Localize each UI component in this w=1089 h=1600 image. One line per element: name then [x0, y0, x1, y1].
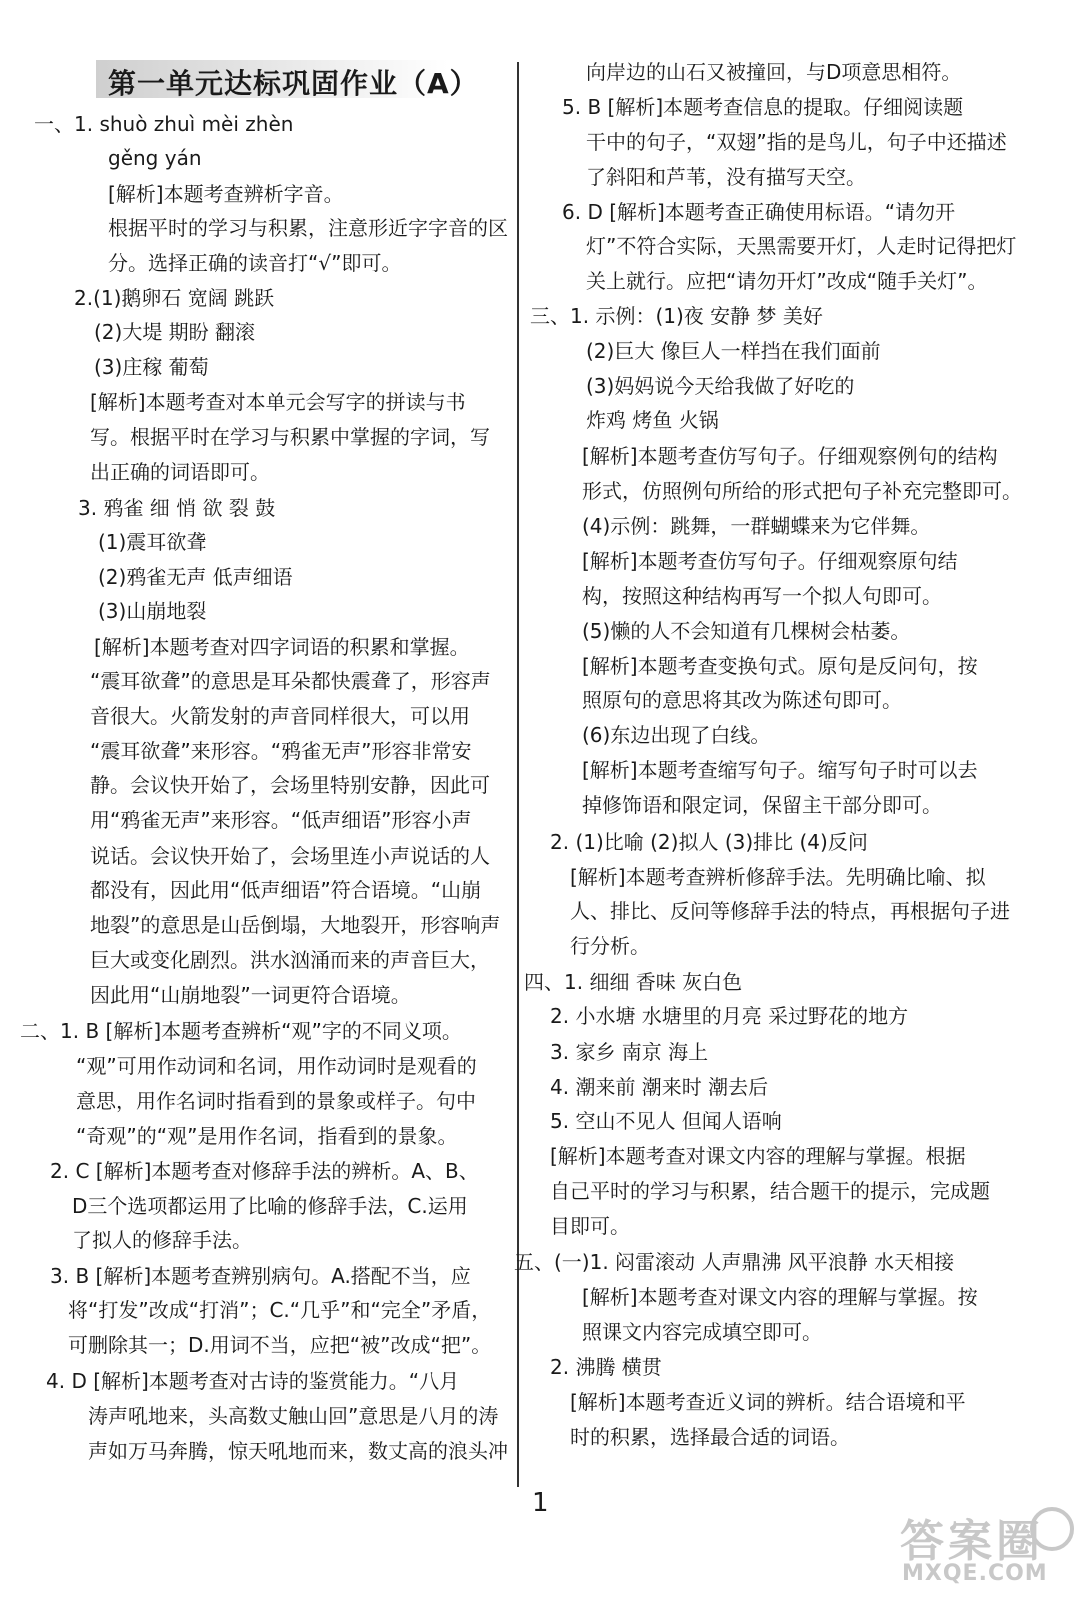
left-text-line: “奇观”的“观”是用作名词，指看到的景象。 — [76, 1124, 458, 1148]
left-text-line: D三个选项都运用了比喻的修辞手法，C.运用 — [72, 1194, 468, 1218]
right-text-line: 人、排比、反问等修辞手法的特点，再根据句子进 — [570, 899, 1010, 923]
right-text-line: (2)巨大 像巨人一样挡在我们面前 — [586, 339, 881, 363]
left-text-line: (2)大堤 期盼 翻滚 — [94, 320, 256, 344]
right-text-line: 掉修饰语和限定词，保留主干部分即可。 — [582, 793, 942, 817]
left-text-line: [解析]本题考查辨析字音。 — [108, 182, 344, 206]
right-text-line: 时的积累，选择最合适的词语。 — [570, 1425, 850, 1449]
left-text-line: (3)庄稼 葡萄 — [94, 355, 209, 379]
right-text-line: 干中的句子，“双翅”指的是鸟儿，句子中还描述 — [586, 130, 1007, 154]
right-text-line: 自己平时的学习与积累，结合题干的提示，完成题 — [550, 1179, 990, 1203]
watermark-logo — [900, 1505, 1080, 1595]
right-text-line: 4. 潮来前 潮来时 潮去后 — [550, 1075, 769, 1099]
left-text-line: 说话。会议快开始了，会场里连小声说话的人 — [90, 844, 490, 868]
left-text-line: 2. C [解析]本题考查对修辞手法的辨析。A、B、 — [50, 1159, 479, 1183]
right-text-line: [解析]本题考查辨析修辞手法。先明确比喻、拟 — [570, 865, 986, 889]
right-text-line: 三、1. 示例：(1)夜 安静 梦 美好 — [530, 304, 823, 328]
right-text-line: (3)妈妈说今天给我做了好吃的 — [586, 374, 855, 398]
right-text-line: 形式，仿照例句所给的形式把句子补充完整即可。 — [582, 479, 1022, 503]
left-text-line: 音很大。火箭发射的声音同样很大，可以用 — [90, 704, 470, 728]
right-text-line: [解析]本题考查仿写句子。仔细观察例句的结构 — [582, 444, 998, 468]
right-text-line: (6)东边出现了白线。 — [582, 723, 771, 747]
left-text-line: 因此用“山崩地裂”一词更符合语境。 — [90, 983, 411, 1007]
left-text-line: 分。选择正确的读音打“√”即可。 — [108, 251, 402, 275]
left-text-line: 地裂”的意思是山岳倒塌，大地裂开，形容响声 — [90, 913, 501, 937]
left-text-line: 巨大或变化剧烈。洪水汹涌而来的声音巨大， — [90, 948, 490, 972]
right-text-line: 构，按照这种结构再写一个拟人句即可。 — [582, 584, 942, 608]
page-title: 第一单元达标巩固作业（A） — [108, 67, 479, 100]
left-text-line: [解析]本题考查对本单元会写字的拼读与书 — [90, 390, 466, 414]
right-text-line: 向岸边的山石又被撞回，与D项意思相符。 — [586, 60, 962, 84]
right-text-line: [解析]本题考查近义词的辨析。结合语境和平 — [570, 1390, 966, 1414]
left-text-line: [解析]本题考查对四字词语的积累和掌握。 — [94, 635, 470, 659]
left-text-line: 了拟人的修辞手法。 — [72, 1228, 252, 1252]
right-text-line: 目即可。 — [550, 1214, 630, 1238]
left-text-line: 意思，用作名词时指看到的景象或样子。句中 — [76, 1089, 476, 1113]
right-text-line: 了斜阳和芦苇，没有描写天空。 — [586, 165, 866, 189]
right-text-line: [解析]本题考查变换句式。原句是反问句，按 — [582, 654, 978, 678]
left-text-line: 二、1. B [解析]本题考查辨析“观”字的不同义项。 — [20, 1019, 462, 1043]
left-text-line: (1)震耳欲聋 — [98, 530, 207, 554]
right-text-line: 照课文内容完成填空即可。 — [582, 1320, 822, 1344]
left-text-line: 都没有，因此用“低声细语”符合语境。“山崩 — [90, 878, 482, 902]
left-text-line: 2.(1)鹅卵石 宽阔 跳跃 — [74, 286, 275, 310]
left-text-line: 涛声吼地来，头高数丈触山回”意思是八月的涛 — [88, 1404, 499, 1428]
left-text-line: (2)鸦雀无声 低声细语 — [98, 565, 293, 589]
right-text-line: [解析]本题考查缩写句子。缩写句子时可以去 — [582, 758, 978, 782]
right-text-line: [解析]本题考查仿写句子。仔细观察原句结 — [582, 549, 958, 573]
right-text-line: 关上就行。应把“请勿开灯”改成“随手关灯”。 — [586, 269, 988, 293]
right-text-line: 灯”不符合实际，天黑需要开灯，人走时记得把灯 — [586, 234, 1017, 258]
right-text-line: [解析]本题考查对课文内容的理解与掌握。根据 — [550, 1144, 966, 1168]
left-text-line: 将“打发”改成“打消”；C.“几乎”和“完全”矛盾， — [68, 1298, 492, 1322]
left-text-line: 3. B [解析]本题考查辨别病句。A.搭配不当，应 — [50, 1264, 471, 1288]
left-text-line: 3. 鸦雀 细 悄 欲 裂 鼓 — [78, 496, 276, 520]
left-text-line: 写。根据平时在学习与积累中掌握的字词，写 — [90, 425, 490, 449]
right-text-line: 2. 沸腾 横贯 — [550, 1355, 662, 1379]
right-text-line: 2. 小水塘 水塘里的月亮 采过野花的地方 — [550, 1004, 909, 1028]
right-text-line: 5. 空山不见人 但闻人语响 — [550, 1109, 782, 1133]
left-text-line: gěng yán — [108, 146, 202, 170]
right-text-line: 6. D [解析]本题考查正确使用标语。“请勿开 — [562, 200, 956, 224]
left-text-line: 出正确的词语即可。 — [90, 460, 270, 484]
right-text-line: 四、1. 细细 香味 灰白色 — [524, 970, 743, 994]
right-text-line: (5)懒的人不会知道有几棵树会枯萎。 — [582, 619, 911, 643]
watermark-circle-icon — [1030, 1507, 1074, 1551]
right-text-line: 行分析。 — [570, 934, 650, 958]
right-text-line: 3. 家乡 南京 海上 — [550, 1040, 709, 1064]
left-text-line: 4. D [解析]本题考查对古诗的鉴赏能力。“八月 — [46, 1369, 460, 1393]
right-text-line: 五、(一)1. 闷雷滚动 人声鼎沸 风平浪静 水天相接 — [514, 1250, 955, 1274]
watermark-text: 答案圈 — [900, 1516, 1044, 1567]
left-text-line: 根据平时的学习与积累，注意形近字字音的区 — [108, 216, 508, 240]
page-number: 1 — [532, 1488, 549, 1518]
right-text-line: [解析]本题考查对课文内容的理解与掌握。按 — [582, 1285, 978, 1309]
left-text-line: 可删除其一；D.用词不当，应把“被”改成“把”。 — [68, 1333, 492, 1357]
left-text-line: (3)山崩地裂 — [98, 599, 207, 623]
left-text-line: 一、1. shuò zhuì mèi zhèn — [34, 112, 294, 136]
left-text-line: 用“鸦雀无声”来形容。“低声细语”形容小声 — [90, 808, 472, 832]
right-text-line: (4)示例：跳舞，一群蝴蝶来为它伴舞。 — [582, 514, 931, 538]
right-text-line: 炸鸡 烤鱼 火锅 — [586, 408, 719, 432]
left-text-line: “震耳欲聋”的意思是耳朵都快震聋了，形容声 — [90, 669, 491, 693]
left-text-line: 声如万马奔腾，惊天吼地而来，数丈高的浪头冲 — [88, 1439, 508, 1463]
right-text-line: 照原句的意思将其改为陈述句即可。 — [582, 688, 902, 712]
left-text-line: “观”可用作动词和名词，用作动词时是观看的 — [76, 1054, 477, 1078]
watermark-site: MXQE.COM — [902, 1561, 1048, 1586]
left-text-line: “震耳欲聋”来形容。“鸦雀无声”形容非常安 — [90, 739, 472, 763]
right-text-line: 5. B [解析]本题考查信息的提取。仔细阅读题 — [562, 95, 964, 119]
right-text-line: 2. (1)比喻 (2)拟人 (3)排比 (4)反问 — [550, 830, 868, 854]
left-text-line: 静。会议快开始了，会场里特别安静，因此可 — [90, 773, 490, 797]
